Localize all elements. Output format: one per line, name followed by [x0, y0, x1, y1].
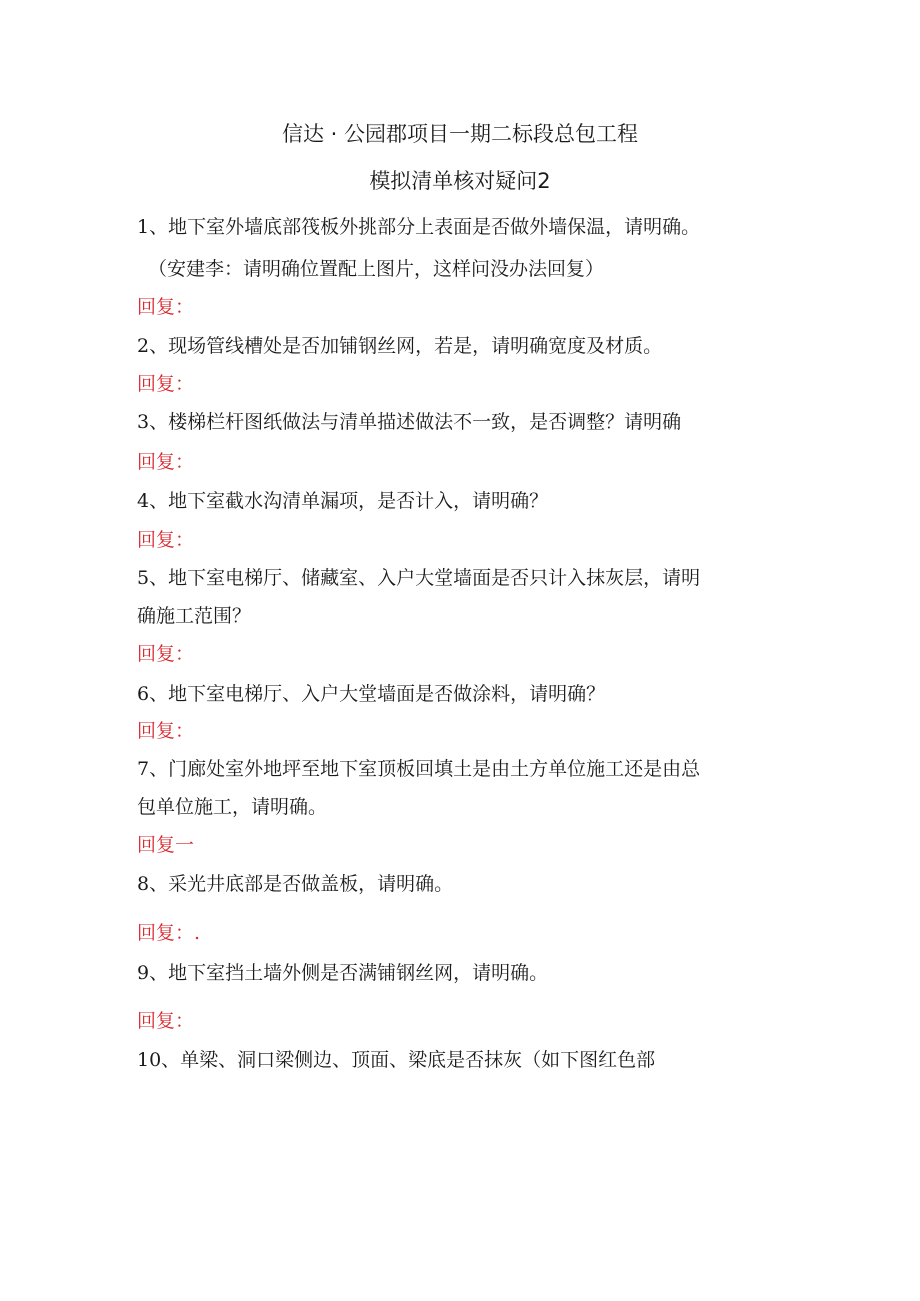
- document-title: 信达 · 公园郡项目一期二标段总包工程: [281, 122, 639, 146]
- reply-4: 回复：: [137, 529, 195, 551]
- question-5-line2: 确施工范围？: [137, 605, 252, 627]
- reply-5: 回复：: [137, 643, 195, 665]
- question-1-note: （安建李：请明确位置配上图片，这样问没办法回复）: [148, 258, 605, 280]
- question-3: 3、楼梯栏杆图纸做法与清单描述做法不一致，是否调整？请明确: [137, 411, 682, 433]
- question-1: 1、地下室外墙底部筏板外挑部分上表面是否做外墙保温，请明确。: [137, 216, 701, 238]
- question-5-line1: 5、地下室电梯厅、储藏室、入户大堂墙面是否只计入抹灰层，请明: [137, 567, 701, 589]
- reply-8: 回复：.: [137, 922, 201, 944]
- reply-2: 回复：: [137, 373, 195, 395]
- document-subtitle: 模拟清单核对疑问2: [369, 169, 551, 193]
- question-4: 4、地下室截水沟清单漏项，是否计入，请明确？: [137, 490, 549, 512]
- question-10: 10、单梁、洞口梁侧边、顶面、梁底是否抹灰（如下图红色部: [137, 1049, 656, 1071]
- reply-7: 回复一: [137, 834, 195, 856]
- question-2: 2、现场管线槽处是否加铺钢丝网，若是，请明确宽度及材质。: [137, 335, 663, 357]
- reply-6: 回复：: [137, 720, 195, 742]
- reply-9: 回复：: [137, 1010, 195, 1032]
- question-8: 8、采光井底部是否做盖板，请明确。: [137, 873, 454, 895]
- question-7-line1: 7、门廊处室外地坪至地下室顶板回填土是由土方单位施工还是由总: [137, 758, 701, 780]
- reply-1: 回复：: [137, 296, 195, 318]
- reply-3: 回复：: [137, 451, 195, 473]
- question-6: 6、地下室电梯厅、入户大堂墙面是否做涂料，请明确？: [137, 683, 606, 705]
- question-9: 9、地下室挡土墙外侧是否满铺钢丝网，请明确。: [137, 962, 549, 984]
- question-7-line2: 包单位施工，请明确。: [137, 796, 328, 818]
